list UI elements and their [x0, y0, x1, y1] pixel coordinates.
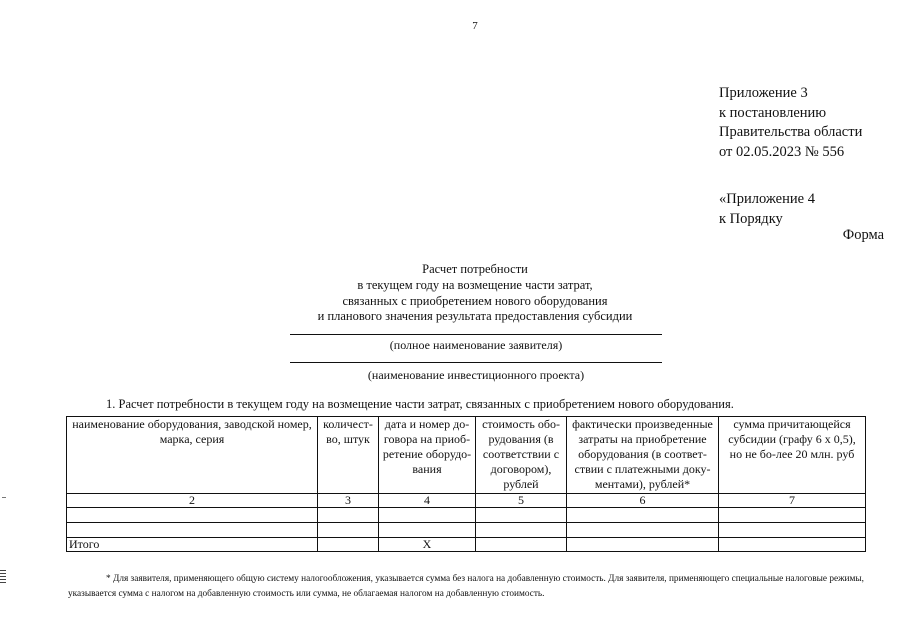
annex-procedure-block	[719, 190, 815, 229]
column-number: 4	[379, 494, 476, 508]
annex-line: к постановлению	[719, 104, 827, 121]
annex-procedure-line: к Порядку	[719, 210, 783, 227]
title-line: и планового значения результата предоставления субсидии	[317, 309, 633, 324]
table-cell	[476, 538, 567, 552]
annex-block	[719, 84, 862, 162]
header-cell: количест-во, штук	[318, 417, 379, 494]
annex-line: от 02.05.2023 № 556	[719, 143, 845, 160]
applicant-fill-line	[290, 334, 662, 335]
table-row	[67, 523, 866, 538]
table-cell	[567, 523, 719, 538]
annex-line: Правительства области	[719, 124, 863, 140]
title-line: Расчет потребности	[422, 262, 528, 276]
document-title	[290, 262, 660, 325]
applicant-caption: (полное наименование заявителя)	[389, 338, 563, 352]
table-cell	[567, 538, 719, 552]
table-header-row	[67, 417, 866, 494]
table-cell	[318, 508, 379, 523]
table-cell	[318, 523, 379, 538]
form-label: Форма	[842, 227, 884, 243]
column-number-row	[67, 494, 866, 508]
calculation-table	[66, 416, 866, 552]
section-heading: 1. Расчет потребности в текущем году на возмещение части затрат, связанных с приобретением нового оборудования.	[106, 397, 734, 411]
project-caption: (наименование инвестиционного проекта)	[367, 368, 585, 382]
table-cell	[476, 508, 567, 523]
column-number: 3	[318, 494, 379, 508]
column-number: 7	[719, 494, 866, 508]
table-cell	[318, 538, 379, 552]
table-cell	[67, 508, 318, 523]
title-line: связанных с приобретением нового оборудования	[342, 293, 608, 308]
table-cell	[719, 538, 866, 552]
table-cell	[476, 523, 567, 538]
total-mark: X	[379, 538, 476, 552]
table-cell	[567, 508, 719, 523]
project-fill-line	[290, 362, 662, 363]
table-cell	[379, 523, 476, 538]
footnote: * Для заявителя, применяющего общую систему налогообложения, указывается сумма без налога на добавленную стоимость. Для заявителя, применяющего специальные налоговые режимы, указывается сумма с налогом на добавленную стоимость или сумма, не облагаемая налогом на добавленную стоимость.	[68, 574, 864, 599]
title-line: в текущем году на возмещение части затрат,	[357, 277, 593, 292]
total-row	[67, 538, 866, 552]
annex-line: Приложение 3	[719, 85, 808, 101]
annex-procedure-line: «Приложение 4	[719, 191, 815, 207]
total-label: Итого	[67, 538, 318, 552]
header-cell: сумма причитающейся субсидии (графу 6 х 0,5), но не бо-лее 20 млн. руб	[719, 417, 866, 494]
column-number: 5	[476, 494, 567, 508]
header-cell: стоимость обо-рудования (в соответствии с договором), рублей	[476, 417, 567, 494]
page-number: 7	[472, 20, 478, 32]
scan-artifact	[2, 497, 6, 498]
column-number: 6	[567, 494, 719, 508]
header-cell: дата и номер до-говора на приоб-ретение оборудо-вания	[379, 417, 476, 494]
table-row	[67, 508, 866, 523]
table-cell	[719, 508, 866, 523]
table-cell	[719, 523, 866, 538]
scan-artifact	[0, 570, 6, 584]
header-cell: фактически произведенные затраты на приобретение оборудования (в соответ-ствии с платежными доку-ментами), рублей*	[567, 417, 719, 494]
table-cell	[379, 508, 476, 523]
column-number: 2	[67, 494, 318, 508]
header-cell: наименование оборудования, заводской номер, марка, серия	[67, 417, 318, 494]
table-cell	[67, 523, 318, 538]
